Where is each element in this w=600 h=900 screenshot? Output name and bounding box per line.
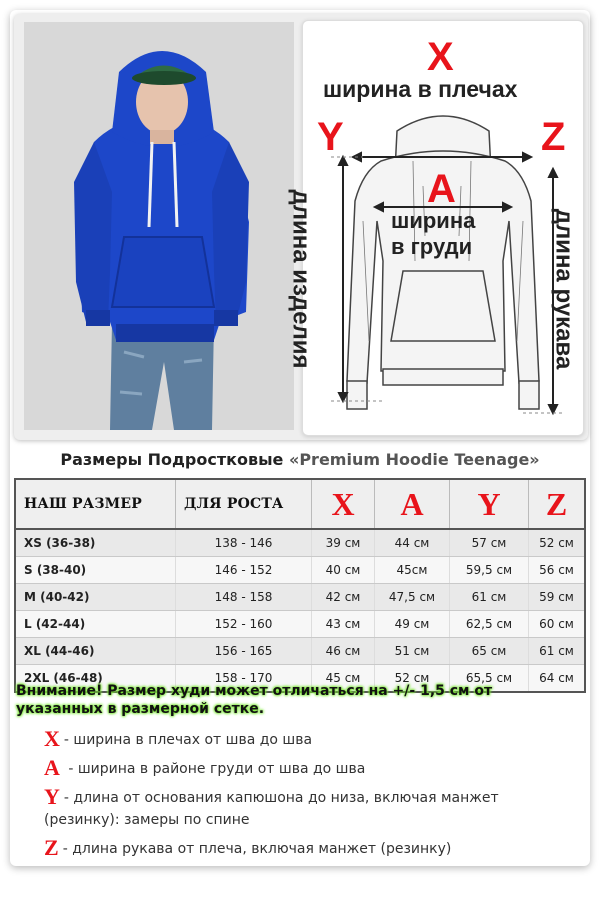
cell-a: 45см [375,557,450,584]
size-warning: Внимание! Размер худи может отличаться на +/- 1,5 см от указанных в размерной сетке. [16,683,493,717]
table-header-row [15,479,585,529]
diagram-label-chest-width-1: ширина [391,208,476,233]
cell-x: 42 см [312,584,375,611]
diagram-label-chest-width-2: в груди [391,234,473,259]
table-row [15,584,585,611]
cell-z: 59 см [529,584,586,611]
diagram-label-sleeve-length: длина рукава [550,208,578,370]
diagram-letter-z: Z [541,115,566,159]
legend-letter: Z [44,835,59,860]
legend-item [44,728,574,751]
diagram-letter-x: X [427,35,454,79]
title-main: Размеры Подростковые [60,450,284,469]
table-row [15,611,585,638]
cell-a: 52 см [375,665,450,693]
cell-z: 64 см [529,665,586,693]
cell-a: 49 см [375,611,450,638]
legend-item [44,837,574,860]
cell-size: XL (44-46) [15,638,176,665]
table-row [15,638,585,665]
title-product-name: «Premium Hoodie Teenage» [288,450,540,469]
cell-y: 65 см [450,638,529,665]
cell-y: 62,5 см [450,611,529,638]
cell-size: XS (36-38) [15,529,176,557]
legend-letter: X [44,726,60,751]
legend-item [44,786,574,831]
cell-z: 61 см [529,638,586,665]
diagram-letter-a: A [427,167,456,211]
header-a: A [375,479,450,529]
cell-size: 2XL (46-48) [15,665,176,693]
cell-a: 51 см [375,638,450,665]
header-our-size: НАШ РАЗМЕР [15,479,176,529]
legend-text: - ширина в плечах от шва до шва [63,732,313,748]
legend-letter: A [44,755,60,780]
cell-a: 47,5 см [375,584,450,611]
cell-height: 158 - 170 [176,665,312,693]
header-y: Y [450,479,529,529]
cell-y: 57 см [450,529,529,557]
diagram-label-length: длина изделия [287,189,315,369]
cell-y: 59,5 см [450,557,529,584]
measurement-legend [44,728,574,866]
cell-x: 39 см [312,529,375,557]
cell-x: 46 см [312,638,375,665]
cell-x: 45 см [312,665,375,693]
cell-size: M (40-42) [15,584,176,611]
product-photo [24,22,294,430]
table-row [15,529,585,557]
cell-height: 148 - 158 [176,584,312,611]
cell-height: 152 - 160 [176,611,312,638]
legend-item [44,757,574,780]
cell-y: 61 см [450,584,529,611]
cell-height: 138 - 146 [176,529,312,557]
cell-height: 146 - 152 [176,557,312,584]
cell-z: 52 см [529,529,586,557]
legend-letter: Y [44,784,60,809]
table-row [15,557,585,584]
size-table [14,478,586,693]
size-diagram [287,20,584,436]
cell-x: 40 см [312,557,375,584]
header-z: Z [529,479,586,529]
legend-text: - ширина в районе груди от шва до шва [63,761,366,777]
model-hoodie-illustration [24,22,294,430]
header-x: X [312,479,375,529]
cell-height: 156 - 165 [176,638,312,665]
cell-z: 60 см [529,611,586,638]
cell-a: 44 см [375,529,450,557]
diagram-letter-y: Y [317,115,344,159]
legend-text: - длина рукава от плеча, включая манжет (резинку) [62,841,452,857]
cell-y: 65,5 см [450,665,529,693]
size-chart-title [0,450,600,469]
cell-z: 56 см [529,557,586,584]
diagram-label-shoulder-width: ширина в плечах [323,76,518,102]
header-for-height: ДЛЯ РОСТА [176,479,312,529]
cell-size: L (42-44) [15,611,176,638]
cell-size: S (38-40) [15,557,176,584]
legend-text: - длина от основания капюшона до низа, включая манжет (резинку): замеры по спине [44,790,499,828]
cell-x: 43 см [312,611,375,638]
